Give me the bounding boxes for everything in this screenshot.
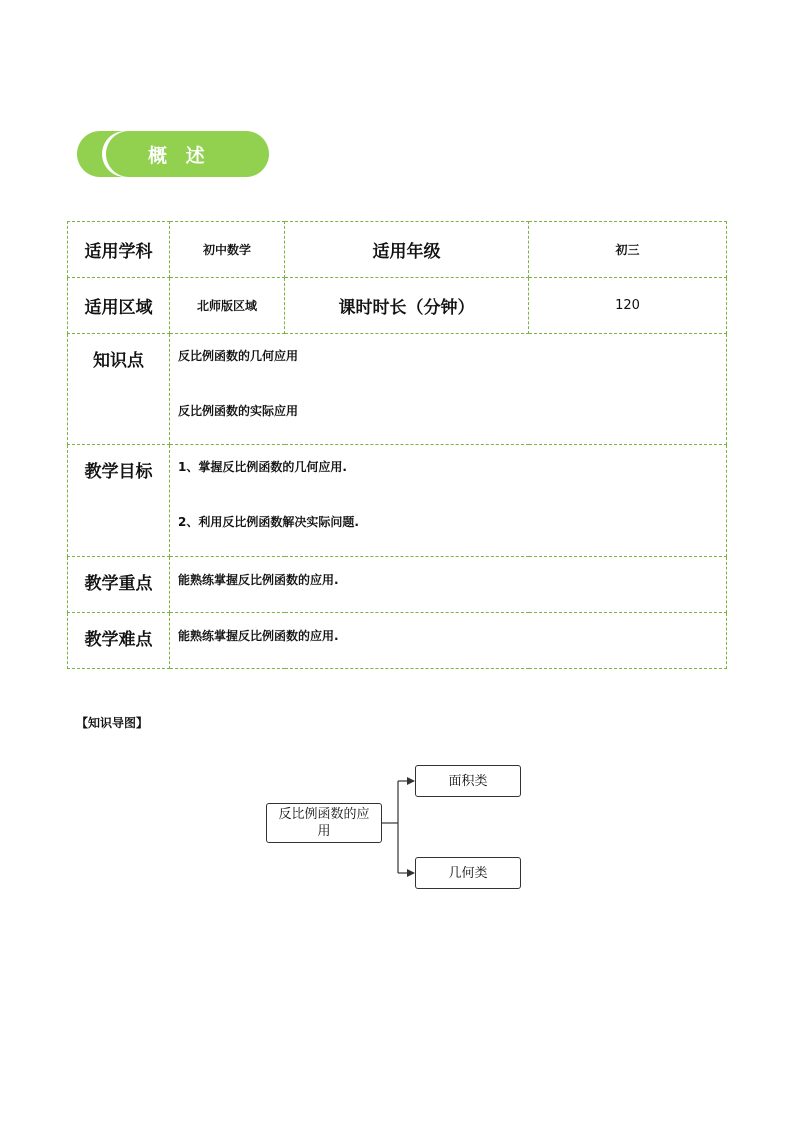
knowledge-item: 反比例函数的实际应用 [178,404,299,419]
subject-value: 初中数学 [170,222,285,278]
duration-label: 课时时长（分钟） [285,278,529,334]
mindmap-branch-area [415,765,521,797]
goal-item: 1、掌握反比例函数的几何应用. [178,460,347,475]
table-row [68,278,727,334]
focus-value: 能熟练掌握反比例函数的应用. [170,556,727,612]
grade-label: 适用年级 [285,222,529,278]
knowledge-map-heading: 【知识导图】 [76,716,149,730]
knowledge-label: 知识点 [68,334,170,445]
region-label: 适用区域 [68,278,170,334]
mindmap-branch-label: 几何类 [448,865,488,881]
difficulty-label: 教学难点 [68,612,170,668]
goals-content [170,445,727,556]
mindmap-root-node [266,803,382,843]
subject-label: 适用学科 [68,222,170,278]
difficulty-value: 能熟练掌握反比例函数的应用. [170,612,727,668]
table-row [68,334,727,445]
overview-title: 概 述 [148,144,211,167]
goal-item: 2、利用反比例函数解决实际问题. [178,515,359,530]
course-info-table [67,221,727,669]
duration-value: 120 [529,278,727,334]
goals-label: 教学目标 [68,445,170,556]
overview-banner-label [106,131,269,177]
region-value: 北师版区域 [170,278,285,334]
focus-label: 教学重点 [68,556,170,612]
mindmap-branch-label: 面积类 [448,773,488,789]
grade-value: 初三 [529,222,727,278]
table-row [68,612,727,668]
knowledge-item: 反比例函数的几何应用 [178,349,299,364]
mindmap-branch-geometry [415,857,521,889]
table-row [68,222,727,278]
table-row [68,556,727,612]
table-row [68,445,727,556]
knowledge-content [170,334,727,445]
mindmap-root-label: 反比例函数的应用 [278,807,370,839]
